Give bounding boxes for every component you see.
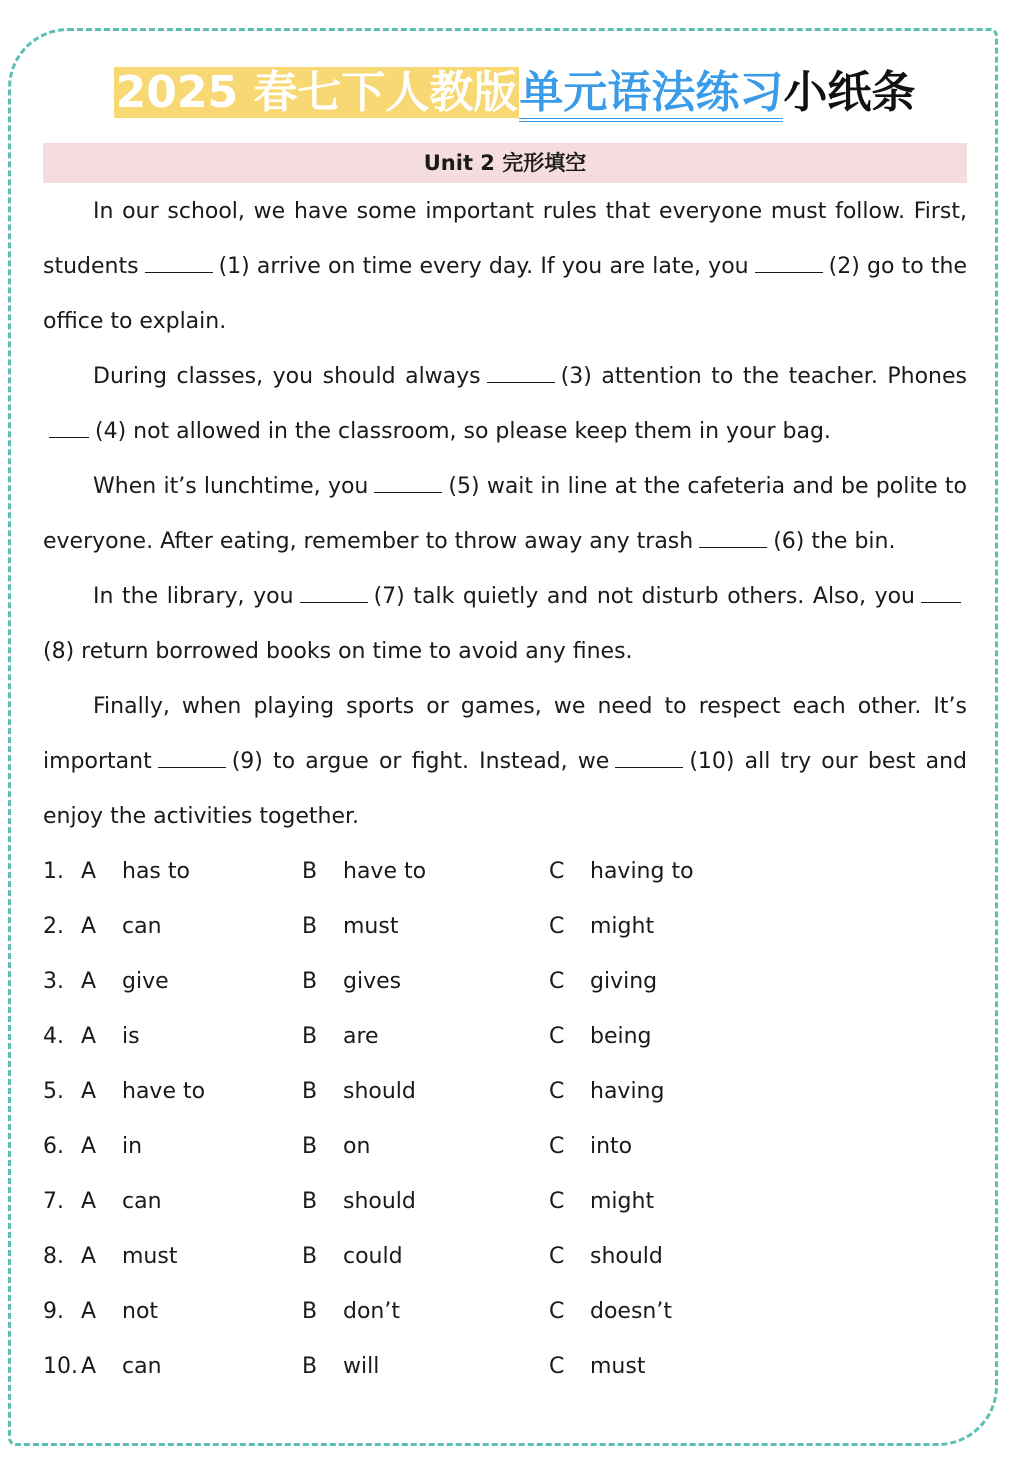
option-letter-b: B	[302, 914, 318, 939]
option-row	[43, 954, 967, 1009]
option-text-c: might	[590, 1189, 655, 1214]
passage-paragraph	[43, 679, 967, 844]
option-letter-a: A	[81, 1189, 97, 1214]
page-title	[0, 55, 1029, 131]
passage-text: In the library, you	[93, 584, 294, 609]
option-text-c: should	[590, 1244, 663, 1269]
passage-paragraph	[43, 184, 967, 349]
passage-paragraph	[43, 459, 967, 569]
option-letter-c: C	[549, 1134, 565, 1159]
option-text-a: can	[122, 1189, 162, 1214]
option-text-b: gives	[343, 969, 402, 994]
option-row	[43, 1284, 967, 1339]
option-text-b: will	[343, 1354, 380, 1379]
option-letter-c: C	[549, 1079, 565, 1104]
passage-text: (7) talk quietly and not disturb others. Also, you	[373, 584, 916, 609]
passage-text: (5) wait in line at the cafeteria and be polite to everyone. After eating, remember to throw away any trash	[43, 474, 967, 554]
question-number: 2.	[43, 914, 64, 939]
option-letter-b: B	[302, 969, 318, 994]
option-row	[43, 1229, 967, 1284]
answer-options-list	[43, 844, 967, 1394]
answer-blank	[755, 250, 823, 273]
option-text-a: have to	[122, 1079, 206, 1104]
option-letter-c: C	[549, 914, 565, 939]
option-row	[43, 1009, 967, 1064]
option-letter-a: A	[81, 1244, 97, 1269]
passage-text: (9) to argue or fight. Instead, we	[231, 749, 610, 774]
option-text-a: must	[122, 1244, 178, 1269]
answer-blank	[145, 250, 213, 273]
option-text-a: in	[122, 1134, 143, 1159]
passage-text: (4) not allowed in the classroom, so please keep them in your bag.	[95, 419, 831, 444]
option-letter-b: B	[302, 1134, 318, 1159]
option-text-a: not	[122, 1299, 159, 1324]
passage-text: (1) arrive on time every day. If you are late, you	[218, 254, 749, 279]
option-text-a: give	[122, 969, 169, 994]
option-row	[43, 844, 967, 899]
passage-text: When it’s lunchtime, you	[93, 474, 369, 499]
option-letter-b: B	[302, 1354, 318, 1379]
option-text-c: giving	[590, 969, 658, 994]
option-letter-a: A	[81, 969, 97, 994]
answer-blank	[699, 525, 767, 548]
passage-text: (3) attention to the teacher. Phones	[560, 364, 967, 389]
passage-text: During classes, you should always	[93, 364, 481, 389]
title-black-text: 小纸条	[783, 67, 916, 118]
option-letter-c: C	[549, 1299, 565, 1324]
option-text-c: might	[590, 914, 655, 939]
answer-blank	[487, 360, 555, 383]
option-letter-b: B	[302, 859, 318, 884]
question-number: 5.	[43, 1079, 64, 1104]
option-text-c: having to	[590, 859, 694, 884]
option-letter-c: C	[549, 859, 565, 884]
option-letter-c: C	[549, 1354, 565, 1379]
question-number: 7.	[43, 1189, 64, 1214]
option-letter-a: A	[81, 1299, 97, 1324]
option-letter-a: A	[81, 859, 97, 884]
option-letter-b: B	[302, 1299, 318, 1324]
option-letter-c: C	[549, 1244, 565, 1269]
option-text-b: are	[343, 1024, 379, 1049]
passage-paragraph	[43, 569, 967, 679]
passage-text: (2) go to the office to explain.	[43, 254, 967, 334]
option-letter-a: A	[81, 914, 97, 939]
question-number: 6.	[43, 1134, 64, 1159]
option-text-c: into	[590, 1134, 633, 1159]
option-row	[43, 899, 967, 954]
option-text-c: having	[590, 1079, 665, 1104]
answer-blank	[374, 470, 442, 493]
passage-text: (8) return borrowed books on time to avoid any fines.	[43, 639, 633, 664]
question-number: 10.	[43, 1354, 78, 1379]
option-text-b: have to	[343, 859, 427, 884]
option-text-b: could	[343, 1244, 403, 1269]
title-highlight-text: 2025 春七下人教版	[115, 67, 518, 118]
passage-text: (10) all try our best and enjoy the activities together.	[43, 749, 968, 829]
option-text-b: should	[343, 1079, 416, 1104]
option-text-a: is	[122, 1024, 140, 1049]
option-text-c: doesn’t	[590, 1299, 672, 1324]
answer-blank	[300, 580, 368, 603]
option-letter-c: C	[549, 969, 565, 994]
answer-blank	[615, 745, 683, 768]
passage-paragraph	[43, 349, 967, 459]
option-letter-b: B	[302, 1189, 318, 1214]
question-number: 9.	[43, 1299, 64, 1324]
option-text-b: should	[343, 1189, 416, 1214]
section-heading: Unit 2 完形填空	[43, 143, 967, 183]
option-letter-b: B	[302, 1079, 318, 1104]
option-text-b: on	[343, 1134, 371, 1159]
question-number: 1.	[43, 859, 64, 884]
answer-blank	[921, 580, 961, 603]
option-text-b: don’t	[343, 1299, 400, 1324]
question-number: 4.	[43, 1024, 64, 1049]
option-text-a: can	[122, 914, 162, 939]
option-letter-a: A	[81, 1024, 97, 1049]
option-letter-a: A	[81, 1079, 97, 1104]
option-text-a: has to	[122, 859, 190, 884]
option-letter-c: C	[549, 1024, 565, 1049]
question-number: 3.	[43, 969, 64, 994]
passage-text: In our school, we have some important rules that everyone must follow. First, students	[43, 199, 967, 279]
option-letter-c: C	[549, 1189, 565, 1214]
option-letter-b: B	[302, 1024, 318, 1049]
cloze-passage	[43, 184, 967, 844]
answer-blank	[49, 415, 89, 438]
question-number: 8.	[43, 1244, 64, 1269]
option-text-c: must	[590, 1354, 646, 1379]
option-text-c: being	[590, 1024, 652, 1049]
option-letter-a: A	[81, 1134, 97, 1159]
passage-text: Finally, when playing sports or games, we need to respect each other. It’s important	[43, 694, 967, 774]
option-row	[43, 1064, 967, 1119]
option-row	[43, 1339, 967, 1394]
passage-text: (6) the bin.	[773, 529, 896, 554]
title-blue-text: 单元语法练习	[519, 67, 783, 122]
option-row	[43, 1174, 967, 1229]
option-letter-a: A	[81, 1354, 97, 1379]
option-row	[43, 1119, 967, 1174]
option-letter-b: B	[302, 1244, 318, 1269]
answer-blank	[158, 745, 226, 768]
option-text-b: must	[343, 914, 399, 939]
option-text-a: can	[122, 1354, 162, 1379]
